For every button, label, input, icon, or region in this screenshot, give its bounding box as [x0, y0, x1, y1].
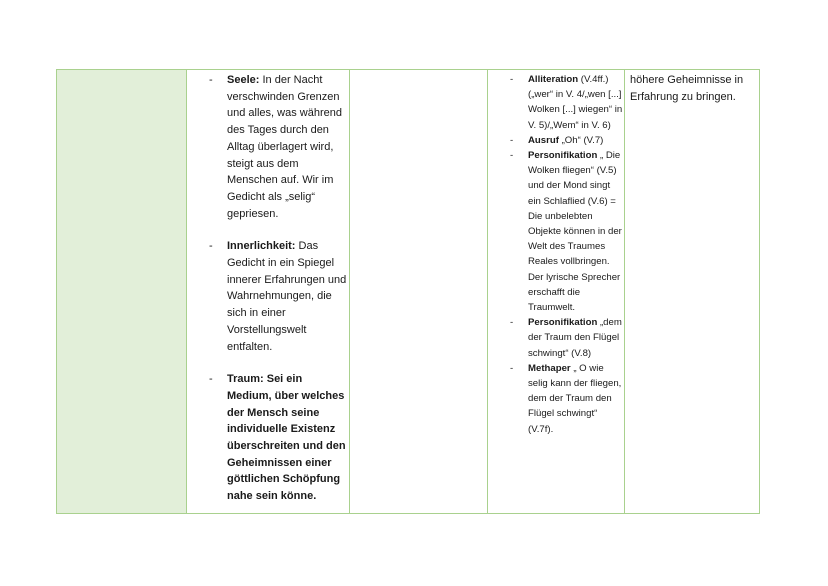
list-item: - Seele: In der Nacht verschwinden Grenzen und alles, was während des Tages durch den Alltag überlagert wird, steigt aus dem Menschen auf. Wir im Gedicht als „selig“ gepriesen. [209, 74, 342, 220]
list-item: - Personifikation „dem der Traum den Flügel schwingt“ (V.8) [510, 317, 622, 359]
table-column-empty [350, 70, 488, 513]
list-item: - Alliteration (V.4ff.) („wer“ in V. 4/„wen [...] Wolken [...] wiegen“ in V. 5)/„Wem“ in V. 6) [510, 74, 623, 131]
list-item: - Innerlichkeit: Das Gedicht in ein Spiegel innerer Erfahrungen und Wahrnehmungen, die sich in einer Vorstellungswelt entfalten. [209, 240, 347, 353]
themes-list [209, 72, 349, 521]
devices-list [510, 72, 625, 437]
table-column-themes [187, 70, 350, 513]
analysis-table [56, 69, 760, 514]
interpretation-text: höhere Geheimnisse in Erfahrung zu bringen. [630, 74, 744, 103]
list-item: - Traum: Sei ein Medium, über welches der Mensch seine individuelle Existenz überschreiten und den Geheimnissen einer göttlichen Schöpfung nahe sein könne. [209, 373, 346, 503]
table-column-stylistic-devices [488, 70, 625, 513]
list-item: - Methaper „ O wie selig kann der fliegen, dem der Traum den Flügel schwingt“ (V.7f). [510, 362, 622, 435]
table-column-shaded [57, 70, 187, 513]
list-item: - Ausruf „Oh“ (V.7) [510, 134, 604, 146]
list-item: - Personifikation „ Die Wolken fliegen“ (V.5) und der Mond singt ein Schlaflied (V.6) = Die unbelebten Objekte können in der Welt des Traumes Reales vollbringen. Der lyrische Sprecher erschafft die Traumwelt. [510, 150, 622, 314]
table-column-interpretation [625, 70, 761, 513]
